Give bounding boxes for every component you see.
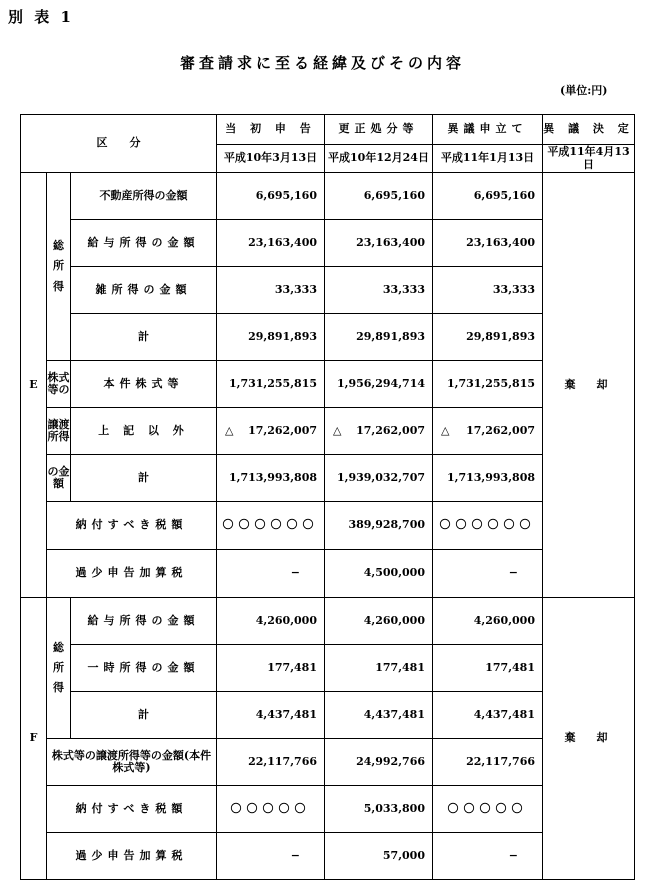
- col1-date: 平成10年3月13日: [217, 145, 325, 173]
- row-label: 給与所得の金額: [71, 220, 217, 267]
- col2-date: 平成10年12月24日: [325, 145, 433, 173]
- value-cell: 177,481: [433, 645, 543, 692]
- value-cell: 4,260,000: [433, 598, 543, 645]
- value-cell: 6,695,160: [433, 173, 543, 220]
- value-cell: 5,033,800: [325, 786, 433, 833]
- section-f-decision: 棄 却: [543, 598, 635, 880]
- value-cell: 4,437,481: [325, 692, 433, 739]
- section-e-decision: 棄 却: [543, 173, 635, 598]
- value-cell: 4,437,481: [433, 692, 543, 739]
- appendix-label: 別 表 1: [8, 8, 74, 26]
- row-label: 計: [71, 455, 217, 502]
- value-cell: △ 17,262,007: [433, 408, 543, 455]
- value-cell: 1,731,255,815: [433, 361, 543, 408]
- main-table: [20, 114, 635, 880]
- value-cell: △ 17,262,007: [217, 408, 325, 455]
- row-label: 上 記 以 外: [71, 408, 217, 455]
- value-cell: 33,333: [217, 267, 325, 314]
- value-cell: 22,117,766: [433, 739, 543, 786]
- value-cell: 4,260,000: [325, 598, 433, 645]
- value-cell: 1,939,032,707: [325, 455, 433, 502]
- page-title: 審査請求に至る経緯及びその内容: [179, 54, 465, 72]
- tax-row-label: 納付すべき税額: [47, 786, 217, 833]
- value-cell: 22,117,766: [217, 739, 325, 786]
- value-cell: 29,891,893: [433, 314, 543, 361]
- unit-note: (単位:円): [560, 84, 608, 97]
- value-cell: −: [217, 550, 325, 598]
- tax-row-label: 納付すべき税額: [47, 502, 217, 550]
- section-f-total-income-label: 総 所 得: [47, 598, 71, 739]
- value-cell: 389,928,700: [325, 502, 433, 550]
- value-cell: 1,731,255,815: [217, 361, 325, 408]
- value-cell: 6,695,160: [217, 173, 325, 220]
- triangle-mark: △: [225, 423, 234, 437]
- col2-header: 更正処分等: [325, 115, 433, 145]
- row-label: 計: [71, 314, 217, 361]
- value-cell: 29,891,893: [217, 314, 325, 361]
- value-cell: 1,713,993,808: [217, 455, 325, 502]
- col3-date: 平成11年1月13日: [433, 145, 543, 173]
- stock-group-label-1: 株式等の: [47, 361, 71, 408]
- stock-row-label: 株式等の譲渡所得等の金額(本件株式等): [47, 739, 217, 786]
- value-cell: 〇〇〇〇〇〇: [217, 502, 325, 550]
- value-cell: 4,500,000: [325, 550, 433, 598]
- value-cell: 33,333: [325, 267, 433, 314]
- section-f-code: F: [21, 598, 47, 880]
- value-cell: 23,163,400: [217, 220, 325, 267]
- row-label: 不動産所得の金額: [71, 173, 217, 220]
- col4-header: 異 議 決 定: [543, 115, 635, 145]
- value-cell: 23,163,400: [433, 220, 543, 267]
- penalty-row-label: 過少申告加算税: [47, 833, 217, 880]
- row-label: 給与所得の金額: [71, 598, 217, 645]
- value-cell: 4,260,000: [217, 598, 325, 645]
- value-cell: 33,333: [433, 267, 543, 314]
- value-cell: 1,713,993,808: [433, 455, 543, 502]
- section-e-total-income-label: 総 所 得: [47, 173, 71, 361]
- triangle-mark: △: [441, 423, 450, 437]
- value-cell: 1,956,294,714: [325, 361, 433, 408]
- value-cell: 〇〇〇〇〇: [433, 786, 543, 833]
- section-e-code: E: [21, 173, 47, 598]
- stock-group-label-3: の金額: [47, 455, 71, 502]
- value-cell: 〇〇〇〇〇〇: [433, 502, 543, 550]
- stock-group-label-2: 譲渡所得: [47, 408, 71, 455]
- triangle-mark: △: [333, 423, 342, 437]
- value-cell: −: [433, 833, 543, 880]
- col1-header: 当 初 申 告: [217, 115, 325, 145]
- value-cell: 177,481: [217, 645, 325, 692]
- value-cell: 〇〇〇〇〇: [217, 786, 325, 833]
- value-cell: 23,163,400: [325, 220, 433, 267]
- value-cell: 24,992,766: [325, 739, 433, 786]
- value-cell: −: [217, 833, 325, 880]
- value-cell: −: [433, 550, 543, 598]
- row-label: 本件株式等: [71, 361, 217, 408]
- category-header: 区 分: [21, 115, 217, 173]
- value-cell: 177,481: [325, 645, 433, 692]
- value-cell: 4,437,481: [217, 692, 325, 739]
- row-label: 雑所得の金額: [71, 267, 217, 314]
- row-label: 一時所得の金額: [71, 645, 217, 692]
- value-cell: 6,695,160: [325, 173, 433, 220]
- penalty-row-label: 過少申告加算税: [47, 550, 217, 598]
- value-cell: 29,891,893: [325, 314, 433, 361]
- col3-header: 異議申立て: [433, 115, 543, 145]
- value-cell: △ 17,262,007: [325, 408, 433, 455]
- col4-date: 平成11年4月13日: [543, 145, 635, 173]
- row-label: 計: [71, 692, 217, 739]
- value-cell: 57,000: [325, 833, 433, 880]
